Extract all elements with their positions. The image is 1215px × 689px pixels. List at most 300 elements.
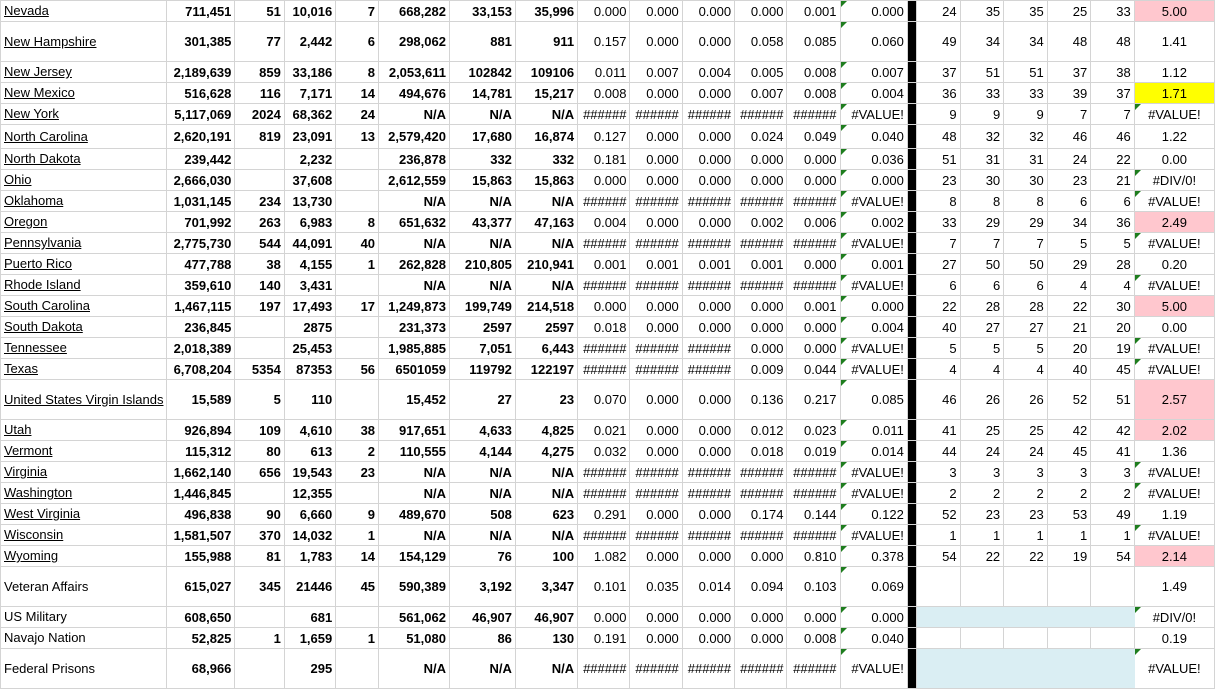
- rank-cell[interactable]: 35: [960, 1, 1004, 22]
- rank-cell[interactable]: 1: [960, 525, 1004, 546]
- rate-cell[interactable]: ######: [787, 649, 840, 689]
- count-cell[interactable]: N/A: [379, 462, 450, 483]
- rate-cell[interactable]: 0.000: [787, 607, 840, 628]
- score-cell[interactable]: #VALUE!: [1134, 191, 1214, 212]
- rank-cell[interactable]: 5: [960, 338, 1004, 359]
- rate-cell[interactable]: ######: [578, 104, 630, 125]
- count-cell[interactable]: 477,788: [167, 254, 235, 275]
- count-cell[interactable]: N/A: [449, 104, 515, 125]
- rank-cell[interactable]: [1047, 628, 1091, 649]
- rate-cell[interactable]: ######: [682, 525, 734, 546]
- row-name-link[interactable]: New Jersey: [4, 64, 72, 79]
- count-cell[interactable]: [336, 191, 379, 212]
- rate-cell[interactable]: 0.000: [682, 380, 734, 420]
- rank-cell[interactable]: 6: [1091, 191, 1135, 212]
- count-cell[interactable]: N/A: [379, 233, 450, 254]
- rank-cell[interactable]: 27: [960, 317, 1004, 338]
- count-cell[interactable]: 122197: [515, 359, 577, 380]
- rate-cell[interactable]: 0.000: [630, 1, 682, 22]
- rank-cell[interactable]: 54: [1091, 546, 1135, 567]
- rank-cell[interactable]: 1: [917, 525, 961, 546]
- count-cell[interactable]: 46,907: [515, 607, 577, 628]
- rate-cell[interactable]: 0.000: [630, 296, 682, 317]
- row-name-cell[interactable]: [1, 607, 167, 628]
- count-cell[interactable]: 51,080: [379, 628, 450, 649]
- count-cell[interactable]: [235, 483, 284, 504]
- rank-cell[interactable]: 36: [917, 83, 961, 104]
- count-cell[interactable]: 15,452: [379, 380, 450, 420]
- row-name-cell[interactable]: [1, 191, 167, 212]
- count-cell[interactable]: 1: [235, 628, 284, 649]
- count-cell[interactable]: 81: [235, 546, 284, 567]
- rate-cell[interactable]: ######: [630, 275, 682, 296]
- rate-cell[interactable]: 0.009: [735, 359, 787, 380]
- rank-cell[interactable]: 51: [1091, 380, 1135, 420]
- count-cell[interactable]: 23: [336, 462, 379, 483]
- rate-cell[interactable]: 0.810: [787, 546, 840, 567]
- rank-cell[interactable]: 5: [1004, 338, 1048, 359]
- rate-cell[interactable]: 0.001: [630, 254, 682, 275]
- count-cell[interactable]: [336, 649, 379, 689]
- row-name-cell[interactable]: [1, 296, 167, 317]
- count-cell[interactable]: 155,988: [167, 546, 235, 567]
- rank-cell[interactable]: 23: [960, 504, 1004, 525]
- rank-cell[interactable]: [1047, 607, 1091, 628]
- rate-cell[interactable]: 0.000: [682, 441, 734, 462]
- rank-cell[interactable]: 29: [1004, 212, 1048, 233]
- rate-cell[interactable]: 0.008: [787, 83, 840, 104]
- rate-cell[interactable]: 1.082: [578, 546, 630, 567]
- rank-cell[interactable]: 52: [917, 504, 961, 525]
- rate-cell[interactable]: 0.000: [682, 212, 734, 233]
- count-cell[interactable]: 8: [336, 212, 379, 233]
- ratio-cell[interactable]: #VALUE!: [840, 483, 907, 504]
- ratio-cell[interactable]: #VALUE!: [840, 275, 907, 296]
- count-cell[interactable]: 2597: [449, 317, 515, 338]
- rate-cell[interactable]: 0.032: [578, 441, 630, 462]
- score-cell[interactable]: 0.20: [1134, 254, 1214, 275]
- count-cell[interactable]: 651,632: [379, 212, 450, 233]
- count-cell[interactable]: 13,730: [284, 191, 335, 212]
- count-cell[interactable]: 4,275: [515, 441, 577, 462]
- rank-cell[interactable]: 23: [1047, 170, 1091, 191]
- rate-cell[interactable]: ######: [578, 525, 630, 546]
- ratio-cell[interactable]: 0.122: [840, 504, 907, 525]
- count-cell[interactable]: 4,155: [284, 254, 335, 275]
- rate-cell[interactable]: 0.000: [682, 546, 734, 567]
- count-cell[interactable]: 86: [449, 628, 515, 649]
- rank-cell[interactable]: 31: [960, 149, 1004, 170]
- ratio-cell[interactable]: 0.040: [840, 628, 907, 649]
- row-name-cell[interactable]: [1, 275, 167, 296]
- row-name-cell[interactable]: [1, 212, 167, 233]
- rate-cell[interactable]: ######: [630, 191, 682, 212]
- count-cell[interactable]: 43,377: [449, 212, 515, 233]
- rank-cell[interactable]: 31: [1004, 149, 1048, 170]
- count-cell[interactable]: 508: [449, 504, 515, 525]
- rate-cell[interactable]: 0.000: [682, 1, 734, 22]
- rate-cell[interactable]: ######: [682, 104, 734, 125]
- rate-cell[interactable]: ######: [682, 233, 734, 254]
- count-cell[interactable]: 33,153: [449, 1, 515, 22]
- count-cell[interactable]: 1,581,507: [167, 525, 235, 546]
- row-name-cell[interactable]: [1, 1, 167, 22]
- count-cell[interactable]: 76: [449, 546, 515, 567]
- score-cell[interactable]: #VALUE!: [1134, 338, 1214, 359]
- row-name-link[interactable]: Oklahoma: [4, 193, 64, 208]
- rate-cell[interactable]: 0.000: [630, 125, 682, 149]
- ratio-cell[interactable]: 0.004: [840, 83, 907, 104]
- rate-cell[interactable]: 0.019: [787, 441, 840, 462]
- rank-cell[interactable]: 6: [917, 275, 961, 296]
- count-cell[interactable]: 2875: [284, 317, 335, 338]
- rate-cell[interactable]: ######: [787, 525, 840, 546]
- rank-cell[interactable]: 37: [1091, 83, 1135, 104]
- rank-cell[interactable]: [1047, 649, 1091, 689]
- rank-cell[interactable]: 3: [1091, 462, 1135, 483]
- count-cell[interactable]: 37,608: [284, 170, 335, 191]
- row-name-link[interactable]: Pennsylvania: [4, 235, 82, 250]
- rank-cell[interactable]: 2: [1091, 483, 1135, 504]
- rank-cell[interactable]: 32: [960, 125, 1004, 149]
- count-cell[interactable]: N/A: [515, 525, 577, 546]
- rank-cell[interactable]: 1: [1004, 525, 1048, 546]
- count-cell[interactable]: 15,863: [449, 170, 515, 191]
- rank-cell[interactable]: [1091, 567, 1135, 607]
- count-cell[interactable]: 6,660: [284, 504, 335, 525]
- count-cell[interactable]: 47,163: [515, 212, 577, 233]
- rate-cell[interactable]: 0.000: [787, 317, 840, 338]
- rank-cell[interactable]: 23: [1004, 504, 1048, 525]
- score-cell[interactable]: #VALUE!: [1134, 525, 1214, 546]
- row-name-link[interactable]: West Virginia: [4, 506, 81, 521]
- rank-cell[interactable]: [1091, 607, 1135, 628]
- rank-cell[interactable]: 30: [1091, 296, 1135, 317]
- ratio-cell[interactable]: 0.040: [840, 125, 907, 149]
- count-cell[interactable]: 25,453: [284, 338, 335, 359]
- count-cell[interactable]: 236,878: [379, 149, 450, 170]
- rate-cell[interactable]: 0.000: [735, 296, 787, 317]
- count-cell[interactable]: 911: [515, 22, 577, 62]
- row-name-cell[interactable]: [1, 359, 167, 380]
- count-cell[interactable]: 109: [235, 420, 284, 441]
- score-cell[interactable]: 2.49: [1134, 212, 1214, 233]
- row-name-link[interactable]: North Dakota: [4, 151, 81, 166]
- score-cell[interactable]: #DIV/0!: [1134, 170, 1214, 191]
- count-cell[interactable]: 819: [235, 125, 284, 149]
- rank-cell[interactable]: 6: [1047, 191, 1091, 212]
- count-cell[interactable]: 15,217: [515, 83, 577, 104]
- rank-cell[interactable]: 21: [1047, 317, 1091, 338]
- count-cell[interactable]: [336, 149, 379, 170]
- rate-cell[interactable]: ######: [735, 275, 787, 296]
- rank-cell[interactable]: 3: [960, 462, 1004, 483]
- count-cell[interactable]: 1: [336, 525, 379, 546]
- count-cell[interactable]: 301,385: [167, 22, 235, 62]
- score-cell[interactable]: 1.41: [1134, 22, 1214, 62]
- score-cell[interactable]: 0.00: [1134, 149, 1214, 170]
- count-cell[interactable]: 16,874: [515, 125, 577, 149]
- rank-cell[interactable]: 34: [1004, 22, 1048, 62]
- ratio-cell[interactable]: #VALUE!: [840, 191, 907, 212]
- row-name-cell[interactable]: [1, 649, 167, 689]
- rank-cell[interactable]: 7: [960, 233, 1004, 254]
- count-cell[interactable]: N/A: [449, 483, 515, 504]
- rank-cell[interactable]: 4: [1004, 359, 1048, 380]
- rate-cell[interactable]: 0.000: [578, 607, 630, 628]
- rank-cell[interactable]: [917, 628, 961, 649]
- rate-cell[interactable]: ######: [630, 483, 682, 504]
- row-name-cell[interactable]: [1, 104, 167, 125]
- score-cell[interactable]: 1.12: [1134, 62, 1214, 83]
- count-cell[interactable]: 14,032: [284, 525, 335, 546]
- count-cell[interactable]: 1,249,873: [379, 296, 450, 317]
- rate-cell[interactable]: 0.000: [630, 83, 682, 104]
- rate-cell[interactable]: 0.144: [787, 504, 840, 525]
- rank-cell[interactable]: 48: [1047, 22, 1091, 62]
- rank-cell[interactable]: 26: [960, 380, 1004, 420]
- count-cell[interactable]: 236,845: [167, 317, 235, 338]
- rate-cell[interactable]: 0.101: [578, 567, 630, 607]
- count-cell[interactable]: 516,628: [167, 83, 235, 104]
- score-cell[interactable]: #VALUE!: [1134, 233, 1214, 254]
- rank-cell[interactable]: [960, 567, 1004, 607]
- rank-cell[interactable]: 48: [1091, 22, 1135, 62]
- count-cell[interactable]: N/A: [379, 649, 450, 689]
- count-cell[interactable]: 590,389: [379, 567, 450, 607]
- rank-cell[interactable]: 9: [960, 104, 1004, 125]
- rank-cell[interactable]: 4: [1091, 275, 1135, 296]
- count-cell[interactable]: 7: [336, 1, 379, 22]
- count-cell[interactable]: 2,053,611: [379, 62, 450, 83]
- rate-cell[interactable]: ######: [630, 359, 682, 380]
- count-cell[interactable]: 52,825: [167, 628, 235, 649]
- rank-cell[interactable]: 51: [1004, 62, 1048, 83]
- rank-cell[interactable]: 40: [917, 317, 961, 338]
- count-cell[interactable]: [336, 380, 379, 420]
- rate-cell[interactable]: ######: [787, 483, 840, 504]
- rank-cell[interactable]: 32: [1004, 125, 1048, 149]
- rate-cell[interactable]: 0.000: [682, 170, 734, 191]
- count-cell[interactable]: 613: [284, 441, 335, 462]
- count-cell[interactable]: [336, 317, 379, 338]
- rank-cell[interactable]: 45: [1091, 359, 1135, 380]
- count-cell[interactable]: 345: [235, 567, 284, 607]
- count-cell[interactable]: [336, 607, 379, 628]
- rate-cell[interactable]: 0.000: [682, 22, 734, 62]
- rank-cell[interactable]: 41: [917, 420, 961, 441]
- count-cell[interactable]: 4,633: [449, 420, 515, 441]
- count-cell[interactable]: 24: [336, 104, 379, 125]
- score-cell[interactable]: 0.00: [1134, 317, 1214, 338]
- rate-cell[interactable]: 0.000: [735, 628, 787, 649]
- count-cell[interactable]: 214,518: [515, 296, 577, 317]
- ratio-cell[interactable]: 0.001: [840, 254, 907, 275]
- count-cell[interactable]: 154,129: [379, 546, 450, 567]
- rank-cell[interactable]: 38: [1091, 62, 1135, 83]
- rate-cell[interactable]: ######: [735, 483, 787, 504]
- ratio-cell[interactable]: 0.014: [840, 441, 907, 462]
- rate-cell[interactable]: 0.006: [787, 212, 840, 233]
- count-cell[interactable]: N/A: [515, 191, 577, 212]
- rate-cell[interactable]: ######: [787, 191, 840, 212]
- ratio-cell[interactable]: #VALUE!: [840, 338, 907, 359]
- rank-cell[interactable]: 46: [1047, 125, 1091, 149]
- count-cell[interactable]: 298,062: [379, 22, 450, 62]
- count-cell[interactable]: 17: [336, 296, 379, 317]
- rank-cell[interactable]: 5: [1091, 233, 1135, 254]
- count-cell[interactable]: 608,650: [167, 607, 235, 628]
- count-cell[interactable]: 359,610: [167, 275, 235, 296]
- rank-cell[interactable]: 7: [1091, 104, 1135, 125]
- count-cell[interactable]: N/A: [515, 462, 577, 483]
- count-cell[interactable]: [235, 607, 284, 628]
- rate-cell[interactable]: 0.004: [578, 212, 630, 233]
- rate-cell[interactable]: 0.000: [735, 317, 787, 338]
- rank-cell[interactable]: 29: [1047, 254, 1091, 275]
- rank-cell[interactable]: 24: [917, 1, 961, 22]
- row-name-cell[interactable]: [1, 125, 167, 149]
- rank-cell[interactable]: 52: [1047, 380, 1091, 420]
- count-cell[interactable]: 68,966: [167, 649, 235, 689]
- rate-cell[interactable]: 0.011: [578, 62, 630, 83]
- row-name-link[interactable]: Oregon: [4, 214, 48, 229]
- count-cell[interactable]: [336, 483, 379, 504]
- rate-cell[interactable]: 0.000: [682, 125, 734, 149]
- rate-cell[interactable]: 0.094: [735, 567, 787, 607]
- count-cell[interactable]: 8: [336, 62, 379, 83]
- rank-cell[interactable]: 7: [1004, 233, 1048, 254]
- count-cell[interactable]: 1,985,885: [379, 338, 450, 359]
- rate-cell[interactable]: 0.012: [735, 420, 787, 441]
- count-cell[interactable]: 2,612,559: [379, 170, 450, 191]
- count-cell[interactable]: 1,659: [284, 628, 335, 649]
- count-cell[interactable]: 656: [235, 462, 284, 483]
- count-cell[interactable]: 5354: [235, 359, 284, 380]
- count-cell[interactable]: 45: [336, 567, 379, 607]
- row-name-link[interactable]: Utah: [4, 422, 32, 437]
- row-name-link[interactable]: South Carolina: [4, 298, 90, 313]
- rate-cell[interactable]: 0.174: [735, 504, 787, 525]
- count-cell[interactable]: 494,676: [379, 83, 450, 104]
- row-name-cell[interactable]: [1, 420, 167, 441]
- rate-cell[interactable]: 0.000: [735, 170, 787, 191]
- rate-cell[interactable]: 0.000: [682, 296, 734, 317]
- rate-cell[interactable]: ######: [735, 233, 787, 254]
- count-cell[interactable]: 881: [449, 22, 515, 62]
- score-cell[interactable]: 1.49: [1134, 567, 1214, 607]
- row-name-link[interactable]: South Dakota: [4, 319, 83, 334]
- rank-cell[interactable]: 33: [960, 83, 1004, 104]
- rate-cell[interactable]: 0.000: [630, 546, 682, 567]
- rank-cell[interactable]: 21: [1091, 170, 1135, 191]
- rank-cell[interactable]: 34: [1047, 212, 1091, 233]
- count-cell[interactable]: 35,996: [515, 1, 577, 22]
- ratio-cell[interactable]: 0.036: [840, 149, 907, 170]
- count-cell[interactable]: N/A: [449, 233, 515, 254]
- ratio-cell[interactable]: 0.004: [840, 317, 907, 338]
- count-cell[interactable]: 19,543: [284, 462, 335, 483]
- count-cell[interactable]: 90: [235, 504, 284, 525]
- rank-cell[interactable]: 1: [1091, 525, 1135, 546]
- count-cell[interactable]: N/A: [379, 483, 450, 504]
- count-cell[interactable]: 489,670: [379, 504, 450, 525]
- rate-cell[interactable]: ######: [578, 275, 630, 296]
- rank-cell[interactable]: 44: [917, 441, 961, 462]
- score-cell[interactable]: 5.00: [1134, 296, 1214, 317]
- count-cell[interactable]: 1,446,845: [167, 483, 235, 504]
- score-cell[interactable]: 2.57: [1134, 380, 1214, 420]
- ratio-cell[interactable]: 0.002: [840, 212, 907, 233]
- ratio-cell[interactable]: 0.000: [840, 607, 907, 628]
- count-cell[interactable]: N/A: [515, 275, 577, 296]
- rate-cell[interactable]: 0.157: [578, 22, 630, 62]
- row-name-link[interactable]: Puerto Rico: [4, 256, 72, 271]
- score-cell[interactable]: #VALUE!: [1134, 104, 1214, 125]
- row-name-link[interactable]: North Carolina: [4, 128, 88, 144]
- count-cell[interactable]: 239,442: [167, 149, 235, 170]
- row-name-cell[interactable]: [1, 62, 167, 83]
- rate-cell[interactable]: 0.291: [578, 504, 630, 525]
- rank-cell[interactable]: 24: [1004, 441, 1048, 462]
- count-cell[interactable]: 140: [235, 275, 284, 296]
- rank-cell[interactable]: 49: [1091, 504, 1135, 525]
- ratio-cell[interactable]: 0.069: [840, 567, 907, 607]
- count-cell[interactable]: 80: [235, 441, 284, 462]
- count-cell[interactable]: 917,651: [379, 420, 450, 441]
- row-name-cell[interactable]: [1, 546, 167, 567]
- count-cell[interactable]: 262,828: [379, 254, 450, 275]
- count-cell[interactable]: 17,493: [284, 296, 335, 317]
- count-cell[interactable]: 231,373: [379, 317, 450, 338]
- rate-cell[interactable]: ######: [682, 338, 734, 359]
- count-cell[interactable]: 926,894: [167, 420, 235, 441]
- rank-cell[interactable]: 46: [1091, 125, 1135, 149]
- rank-cell[interactable]: 28: [1091, 254, 1135, 275]
- rate-cell[interactable]: ######: [682, 462, 734, 483]
- rank-cell[interactable]: 20: [1047, 338, 1091, 359]
- rank-cell[interactable]: 30: [960, 170, 1004, 191]
- count-cell[interactable]: [235, 649, 284, 689]
- row-name-cell[interactable]: [1, 149, 167, 170]
- row-name-link[interactable]: New Mexico: [4, 85, 75, 100]
- count-cell[interactable]: 3,347: [515, 567, 577, 607]
- rate-cell[interactable]: ######: [787, 275, 840, 296]
- rate-cell[interactable]: 0.001: [735, 254, 787, 275]
- count-cell[interactable]: 77: [235, 22, 284, 62]
- rank-cell[interactable]: 3: [917, 462, 961, 483]
- row-name-cell[interactable]: [1, 483, 167, 504]
- rank-cell[interactable]: 26: [1004, 380, 1048, 420]
- count-cell[interactable]: 1,662,140: [167, 462, 235, 483]
- count-cell[interactable]: 7,051: [449, 338, 515, 359]
- count-cell[interactable]: 1: [336, 254, 379, 275]
- count-cell[interactable]: 2,442: [284, 22, 335, 62]
- row-name-link[interactable]: United States Virgin Islands: [4, 391, 164, 407]
- rate-cell[interactable]: ######: [735, 462, 787, 483]
- rank-cell[interactable]: 28: [960, 296, 1004, 317]
- rate-cell[interactable]: 0.000: [630, 504, 682, 525]
- rate-cell[interactable]: 0.049: [787, 125, 840, 149]
- score-cell[interactable]: #VALUE!: [1134, 359, 1214, 380]
- row-name-link[interactable]: New York: [4, 106, 59, 121]
- rank-cell[interactable]: [917, 607, 961, 628]
- rate-cell[interactable]: 0.004: [682, 62, 734, 83]
- rank-cell[interactable]: 41: [1091, 441, 1135, 462]
- rate-cell[interactable]: 0.001: [787, 296, 840, 317]
- count-cell[interactable]: 46,907: [449, 607, 515, 628]
- count-cell[interactable]: [235, 149, 284, 170]
